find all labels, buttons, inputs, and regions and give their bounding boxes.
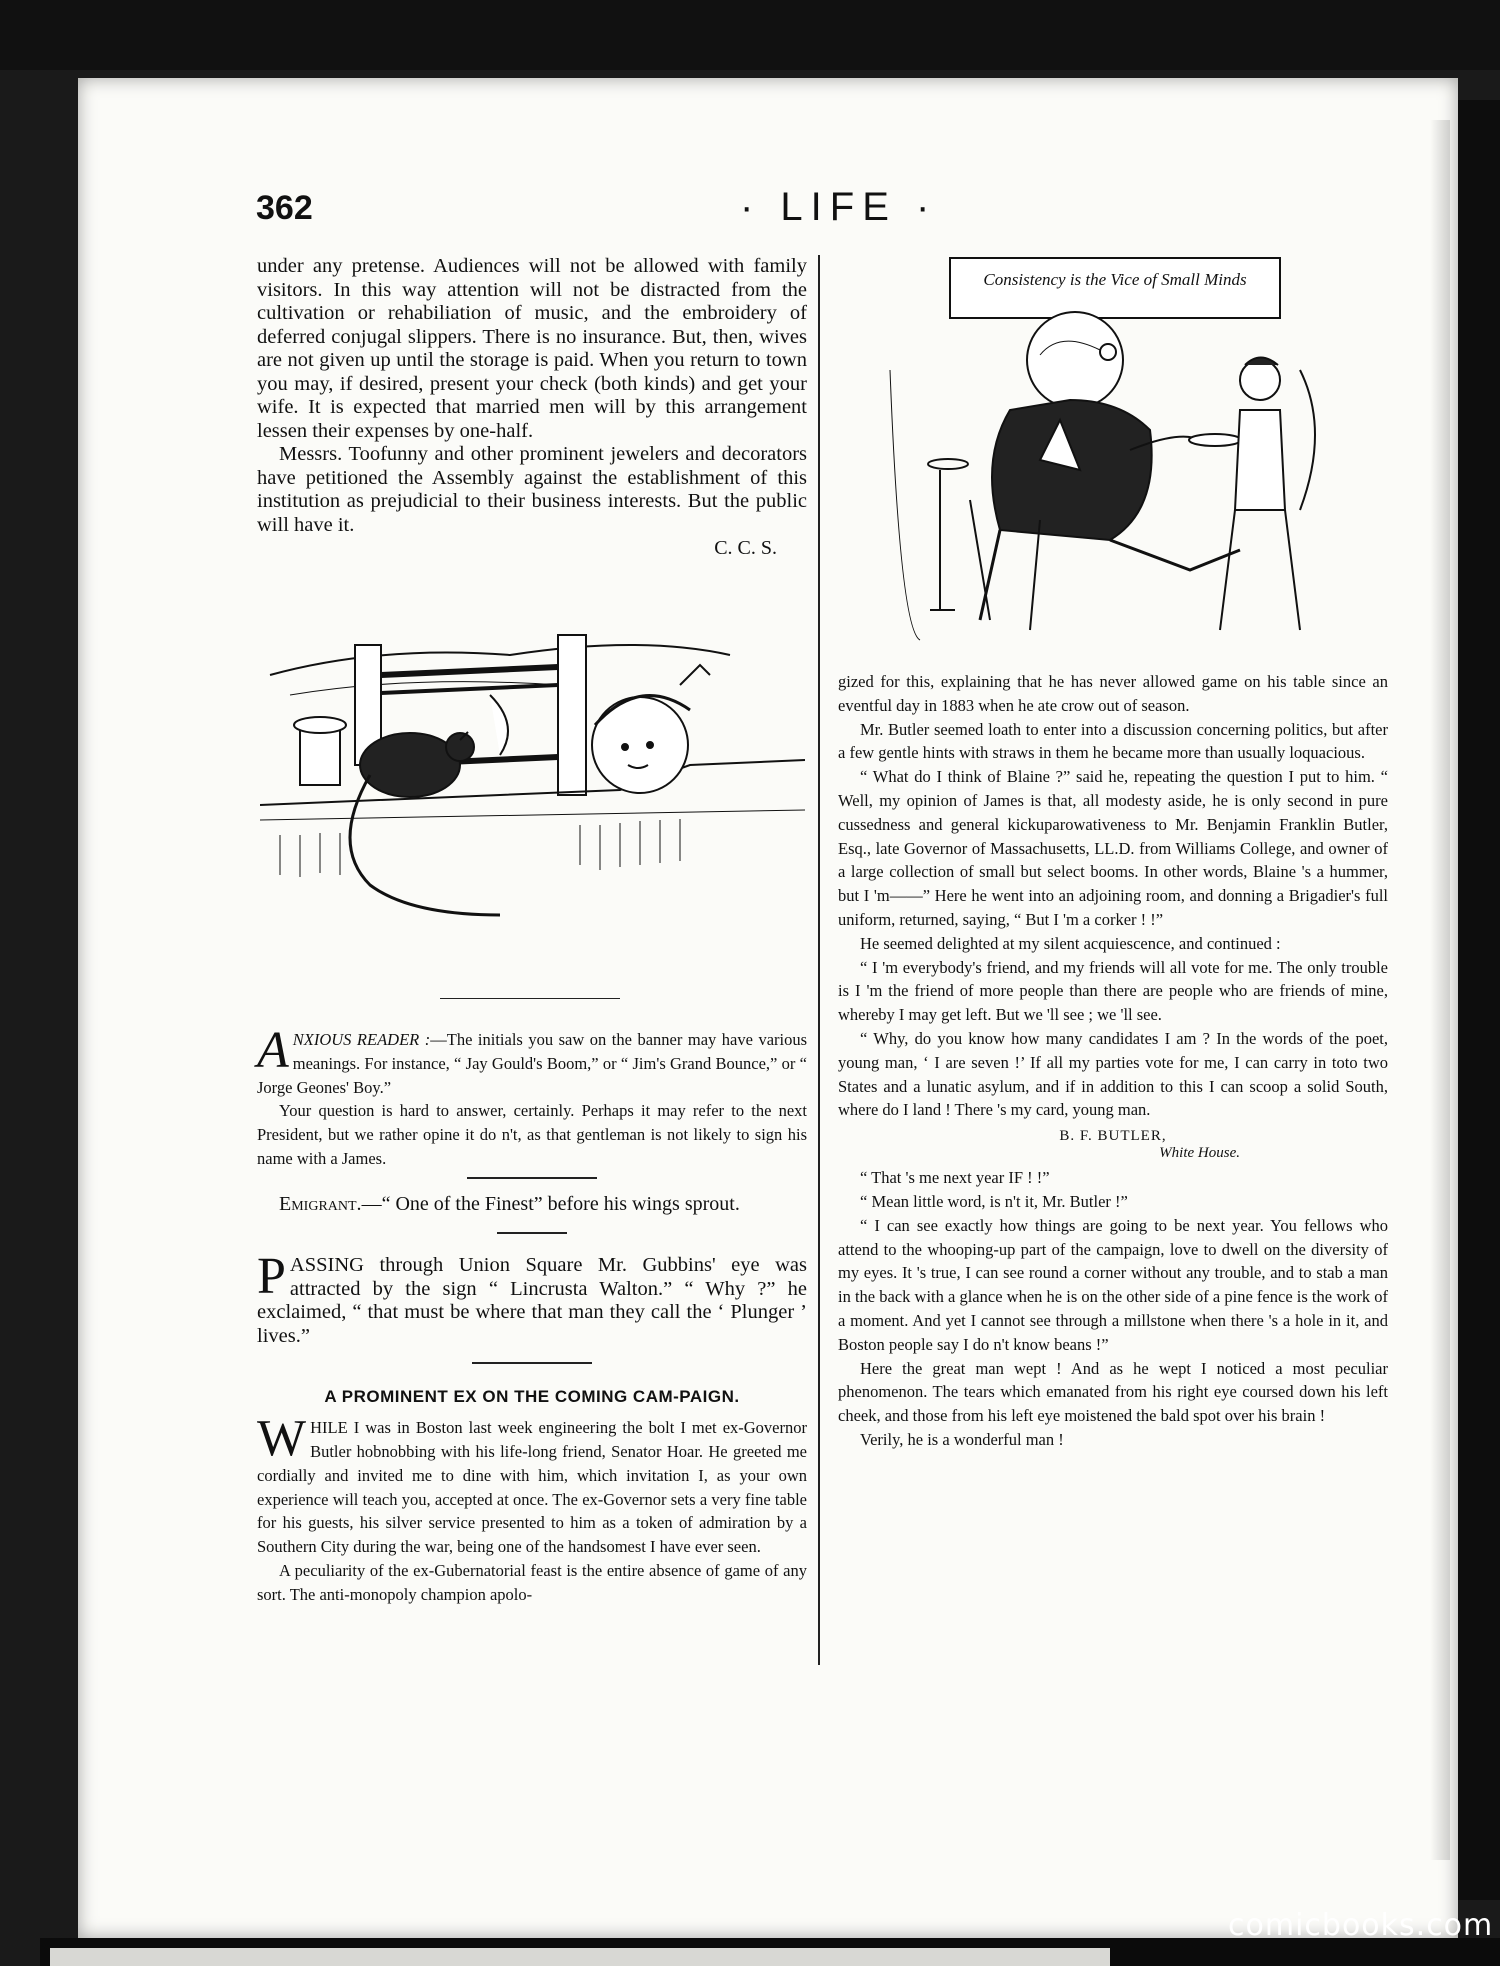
left-column-top (257, 255, 807, 560)
right-paragraph-0: gized for this, explaining that he has never allowed game on his table since an eventful day in 1883 when he ate crow out of season. (838, 672, 1388, 715)
jewelers-paragraph: Messrs. Toofunny and other prominent jewelers and decorators have petitioned the Assembly against the establishment of this institution as prejudicial to their business interests. But the public will have it. (257, 443, 807, 536)
article-paragraph-2: A peculiarity of the ex-Gubernatorial feast is the entire absence of game of any sort. The anti-monopoly champion apolo- (257, 1561, 807, 1604)
anxious-reader-answer: Your question is hard to answer, certainly. Perhaps it may refer to the next President, but we rather opine it do n't, as that gentleman is not likely to sign his name with a James. (257, 1101, 807, 1168)
article-dropcap: W (257, 1410, 307, 1468)
right-column-text (838, 670, 1388, 1452)
next-page-edge (50, 1948, 1110, 1966)
right-paragraph-9: Here the great man wept ! And as he wept I noticed a most peculiar phenomenon. The tears which emanated from his right eye coursed down his left cheek, and those from his left eye moistened the bald spot over his brain ! (838, 1358, 1388, 1426)
scan-border-top (0, 0, 1500, 70)
anxious-reader-text: —The initials you saw on the banner may have various meanings. For instance, “ Jay Gould's Boom,” or “ Jim's Grand Bounce,” or “ Jorge Geones' Boy.” (257, 1030, 808, 1097)
separator-rule (467, 1177, 597, 1179)
anxious-reader-paragraph (257, 1022, 808, 1099)
scan-border-right (1458, 100, 1500, 1900)
magazine-title: · LIFE · (740, 185, 938, 229)
cartoon-caption: Consistency is the Vice of Small Minds (983, 270, 1247, 289)
butler-cartoon-illustration (860, 250, 1330, 650)
intro-paragraph: under any pretense. Audiences will not be allowed with family visitors. In this way attention will not be distracted from the cultivation or rehabiliation of music, and the embroidery of deferred conjugal slippers. There is no insurance. But, then, wives are not given up until the storage is paid. When you return to town you may, if desired, present your check (both kinds) and get your wife. It is expected that married men will by this arrangement lessen their expenses by one-half. (257, 255, 807, 442)
right-paragraph-6: “ That 's me next year IF ! !” (860, 1168, 1050, 1188)
page-header (180, 185, 1240, 235)
signature: C. C. S. (714, 537, 777, 559)
right-paragraph-1: Mr. Butler seemed loath to enter into a discussion concerning politics, but after a few gentle hints with straws in them he became more than usually loquacious. (838, 719, 1388, 763)
anxious-reader-lead: NXIOUS READER : (292, 1030, 431, 1049)
page-gutter-shadow (1430, 120, 1450, 1860)
article-p1-text: HILE I was in Boston last week engineering the bolt I met ex-Governor Butler hobnobbing with his life-long friend, Senator Hoar. He greeted me cordially and invited me to dine with him, which invitation I, as your own experience will teach you, accepted at once. The ex-Governor sets a very fine table for his guests, his silver service presented to him as a token of admiration by a Southern City during the war, being one of the handsomest I have ever seen. (257, 1418, 807, 1557)
right-paragraph-5: “ Why, do you know how many candidates I am ? In the words of the poet, young man, ‘ I are seven !’ If all my parties vote for me, I can carry in toto two States and a lunatic asylum, and if in addition to this I can scoop a solid South, where do I land ! There 's my card, young man. (838, 1028, 1388, 1120)
card-name: B. F. BUTLER, (1059, 1128, 1167, 1145)
passing-text: ASSING through Union Square Mr. Gubbins' eye was attracted by the sign “ Lincrusta Walton.” “ Why ?” he exclaimed, “ that must be where that man they call the ‘ Plunger ’ lives.” (257, 1254, 807, 1347)
separator-rule (440, 998, 620, 999)
separator-rule (472, 1362, 592, 1364)
watermark-text: comicbooks.com (1228, 1908, 1494, 1943)
page-number: 362 (256, 189, 313, 227)
right-paragraph-4: “ I 'm everybody's friend, and my friends will all vote for me. The only trouble is I 'm the friend of more people than there are people who are friends of mine, whereby I may get left. But we 'll see ; we 'll see. (838, 957, 1388, 1025)
emigrant-text: —“ One of the Finest” before his wings sprout. (361, 1192, 740, 1215)
card-place: White House. (1159, 1145, 1240, 1162)
right-paragraph-8: “ I can see exactly how things are going to be next year. You fellows who attend to the whooping-up part of the campaign, love to dwell on the diversity of my eyes. It 's true, I can see round a corner without any trouble, and to stab a man in the back with a glance when he is on the other side of a pine fence is the work of a moment. And yet I cannot see through a millstone when there 's a hole in it, and Boston people say I do n't know beans !” (838, 1215, 1388, 1354)
rat-girl-illustration (260, 615, 805, 960)
emigrant-lead: Emigrant. (279, 1192, 362, 1215)
passing-dropcap: P (257, 1248, 286, 1306)
left-column-middle (257, 1022, 808, 1607)
passing-paragraph (257, 1248, 807, 1348)
right-paragraph-3: He seemed delighted at my silent acquiescence, and continued : (860, 933, 1281, 953)
column-divider (818, 255, 820, 1665)
article-heading: A PROMINENT EX ON THE COMING CAM-PAIGN. (324, 1387, 740, 1407)
right-paragraph-7: “ Mean little word, is n't it, Mr. Butler !” (860, 1191, 1128, 1211)
anxious-reader-dropcap: A (257, 1022, 289, 1079)
article-paragraph-1 (257, 1410, 807, 1559)
right-paragraph-10: Verily, he is a wonderful man ! (860, 1429, 1064, 1449)
emigrant-paragraph (257, 1193, 807, 1217)
right-paragraph-2: “ What do I think of Blaine ?” said he, repeating the question I put to him. “ Well, my opinion of James is that, all modesty aside, he is only second in pure cussedness and general kickuparowativeness to Mr. Benjamin Franklin Butler, Esq., late Governor of Massachusetts, LL.D. from Williams College, and owner of a large collection of small but select booms. In other words, Blaine 's a hummer, but I 'm——” Here he went into an adjoining room, and donning a Brigadier's full uniform, returned, saying, “ But I 'm a corker ! !” (838, 767, 1388, 929)
separator-rule (497, 1232, 567, 1234)
